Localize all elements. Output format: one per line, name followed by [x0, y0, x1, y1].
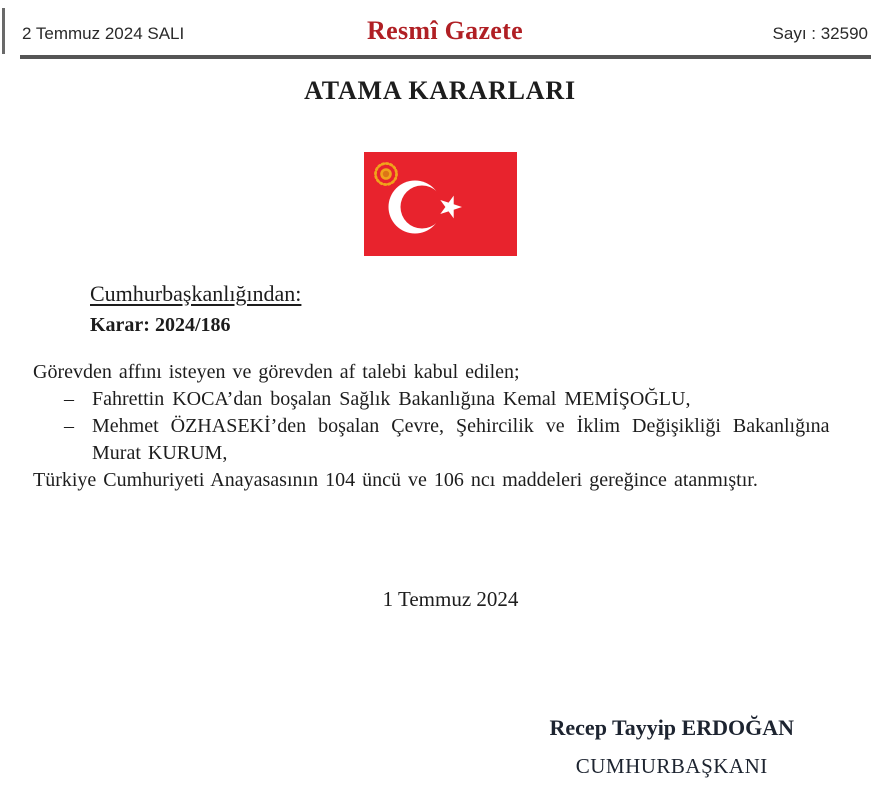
appointment-text-continued: Murat KURUM,: [92, 442, 228, 464]
item-dash: –: [64, 388, 74, 410]
masthead: [0, 0, 880, 46]
decree: [33, 281, 856, 779]
appointment-item: [33, 413, 856, 467]
appointment-item: [33, 386, 856, 413]
turkish-flag-icon: [364, 152, 517, 256]
appointment-text: Mehmet ÖZHASEKİ’den boşalan Çevre, Şehircilik ve İklim Değişikliği Bakanlığına: [92, 415, 830, 437]
flag-container: [0, 152, 880, 256]
gazette-title: Resmî Gazete: [367, 16, 523, 45]
page-edge-mark: [2, 8, 5, 54]
decree-closing: Türkiye Cumhuriyeti Anayasasının 104 üncü ve 106 ncı maddeleri gereğince atanmıştır.: [33, 469, 758, 491]
gazette-issue-number: Sayı : 32590: [772, 24, 868, 43]
signature-block: [33, 715, 856, 779]
decree-intro: Görevden affını isteyen ve görevden af talebi kabul edilen;: [33, 361, 520, 383]
issuing-authority: Cumhurbaşkanlığından:: [90, 281, 302, 306]
decision-number: Karar: 2024/186: [90, 314, 231, 336]
signatory-name: Recep Tayyip ERDOĞAN: [549, 715, 794, 740]
masthead-divider: [20, 55, 871, 59]
section-title: ATAMA KARARLARI: [304, 76, 576, 105]
signatory-title: CUMHURBAŞKANI: [575, 754, 768, 778]
gazette-date: 2 Temmuz 2024 SALI: [22, 24, 185, 43]
decree-date: 1 Temmuz 2024: [382, 587, 519, 611]
item-dash: –: [64, 415, 74, 437]
appointment-text: Fahrettin KOCA’dan boşalan Sağlık Bakanlığına Kemal MEMİŞOĞLU,: [92, 388, 691, 410]
